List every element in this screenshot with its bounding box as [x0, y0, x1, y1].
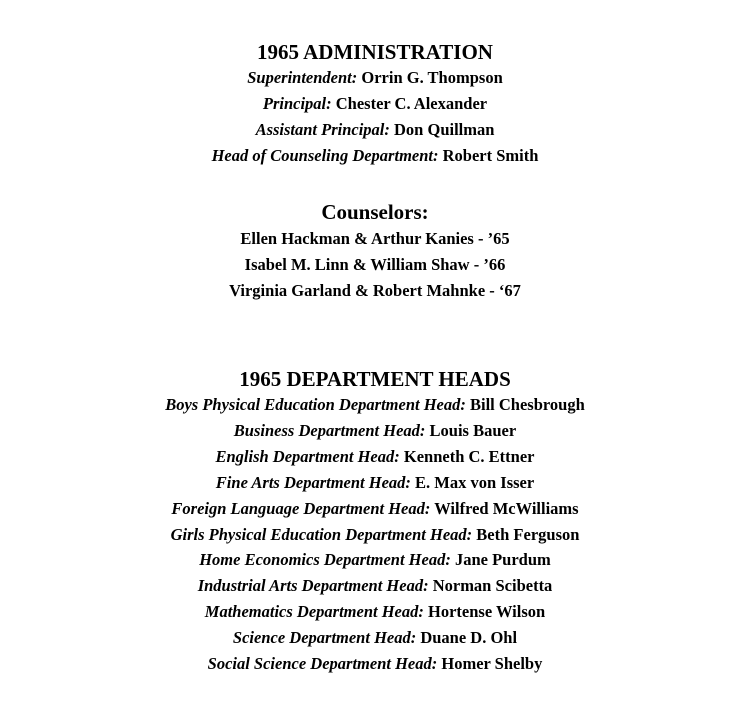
entry-role: Mathematics Department Head:	[204, 602, 424, 622]
entry-name: Norman Scibetta	[432, 576, 553, 596]
entry-name: Wilfred McWilliams	[434, 498, 579, 518]
department-head-entry	[0, 573, 750, 599]
department-head-entry	[0, 496, 750, 522]
department-head-entry	[0, 444, 750, 470]
entry-name: Chester C. Alexander	[335, 93, 488, 113]
administration-section	[0, 39, 750, 169]
administration-heading: 1965 ADMINISTRATION	[257, 40, 493, 64]
entry-name: Louis Bauer	[429, 420, 517, 440]
administration-entry	[0, 91, 750, 117]
department-head-entry	[0, 599, 750, 625]
department-head-entry	[0, 522, 750, 548]
administration-entry	[0, 117, 750, 143]
counselor-pair: Virginia Garland & Robert Mahnke - ‘67	[229, 280, 521, 300]
entry-role: Fine Arts Department Head:	[215, 472, 411, 492]
entry-role: Girls Physical Education Department Head:	[170, 524, 473, 544]
entry-role: Boys Physical Education Department Head:	[165, 395, 466, 414]
entry-role: Superintendent:	[247, 68, 358, 87]
entry-name: Homer Shelby	[441, 654, 543, 674]
department-heads-section	[0, 366, 750, 677]
entry-name: Hortense Wilson	[428, 602, 546, 622]
entry-name: Jane Purdum	[454, 550, 551, 570]
department-head-entry	[0, 547, 750, 573]
entry-role: Business Department Head:	[233, 420, 426, 440]
administration-entry	[0, 65, 750, 91]
entry-role: Foreign Language Department Head:	[171, 498, 431, 518]
counselor-pair: Ellen Hackman & Arthur Kanies - ’65	[240, 229, 510, 248]
entry-role: Social Science Department Head:	[207, 654, 438, 674]
administration-entry	[0, 143, 750, 169]
entry-name: E. Max von Isser	[415, 472, 535, 492]
department-head-entry	[0, 470, 750, 496]
entry-role: Science Department Head:	[232, 628, 417, 648]
department-head-entry	[0, 418, 750, 444]
entry-role: Head of Counseling Department:	[211, 145, 439, 165]
department-head-entry	[0, 392, 750, 418]
entry-role: Assistant Principal:	[255, 119, 390, 139]
entry-name: Orrin G. Thompson	[361, 68, 503, 87]
entry-role: Home Economics Department Head:	[199, 550, 451, 570]
department-heads-heading: 1965 DEPARTMENT HEADS	[239, 367, 511, 391]
entry-name: Bill Chesbrough	[470, 395, 585, 414]
entry-name: Duane D. Ohl	[420, 628, 518, 648]
counselor-pair: Isabel M. Linn & William Shaw - ’66	[244, 254, 506, 274]
counselors-section	[0, 199, 750, 304]
entry-name: Don Quillman	[394, 119, 495, 139]
counselors-heading: Counselors:	[321, 200, 429, 224]
entry-role: Principal:	[262, 93, 332, 113]
entry-name: Robert Smith	[442, 145, 539, 165]
entry-role: English Department Head:	[215, 446, 400, 466]
entry-role: Industrial Arts Department Head:	[197, 576, 429, 596]
department-head-entry	[0, 625, 750, 651]
department-head-entry	[0, 651, 750, 677]
entry-name: Kenneth C. Ettner	[403, 446, 535, 466]
entry-name: Beth Ferguson	[476, 524, 580, 544]
